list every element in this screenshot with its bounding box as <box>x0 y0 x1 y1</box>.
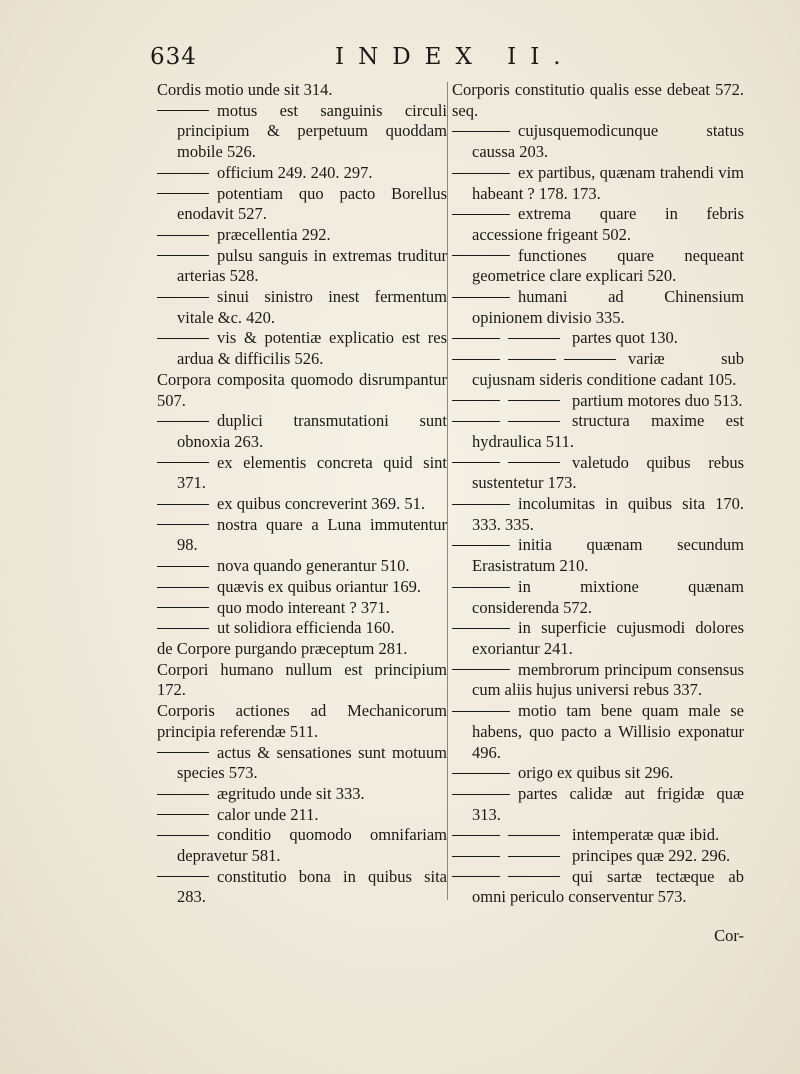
ditto-rule <box>452 297 510 298</box>
entry-text: quo modo intereant ? 371. <box>217 597 390 617</box>
index-subentry <box>157 598 447 619</box>
ditto-rule <box>157 255 209 256</box>
entry-text: partium motores duo 513. <box>572 390 743 410</box>
index-subentry <box>157 825 447 866</box>
ditto-rule <box>452 462 500 463</box>
entry-text: nova quando generantur 510. <box>217 556 410 576</box>
ditto-rule <box>452 856 500 857</box>
entry-text: initia quænam secundum Erasistratum 210. <box>472 535 744 576</box>
index-subentry <box>452 618 744 659</box>
entry-text: ex partibus, quænam trahendi vim habeant ? 178. 173. <box>472 162 744 203</box>
entry-text: variæ sub cujusnam sideris conditione cadant 105. <box>472 349 744 389</box>
index-subentry <box>452 349 744 390</box>
ditto-rule <box>157 628 209 629</box>
index-entry <box>157 370 447 411</box>
ditto-rule <box>452 338 500 339</box>
index-subentry <box>452 577 744 618</box>
ditto-rule <box>452 794 510 795</box>
ditto-rule <box>452 173 510 174</box>
entry-text: duplici transmutationi sunt obnoxia 263. <box>177 411 447 451</box>
index-subentry <box>157 411 447 452</box>
index-subentry <box>157 184 447 225</box>
ditto-rule <box>508 400 560 401</box>
entry-text: functiones quare nequeant geometrice clare explicari 520. <box>472 245 744 286</box>
entry-text: vis & potentiæ explicatio est res ardua & difficilis 526. <box>177 328 447 369</box>
ditto-rule <box>508 462 560 463</box>
entry-text: cujusquemodicunque status caussa 203. <box>472 121 744 162</box>
index-subentry <box>157 743 447 784</box>
entry-text: nostra quare a Luna immutentur 98. <box>177 514 447 555</box>
entry-text: principes quæ 292. 296. <box>572 846 731 866</box>
index-subentry <box>157 784 447 805</box>
ditto-rule <box>508 359 556 360</box>
entry-text: in superficie cujusmodi dolores exoriantur 241. <box>472 618 744 658</box>
ditto-rule <box>157 587 209 588</box>
ditto-rule <box>452 876 500 877</box>
index-subentry <box>452 494 744 535</box>
index-subentry <box>452 825 744 846</box>
entry-text: ægritudo unde sit 333. <box>217 783 365 803</box>
ditto-rule <box>157 297 209 298</box>
entry-text: quævis ex quibus oriantur 169. <box>217 576 421 596</box>
index-entry <box>157 660 447 701</box>
index-subentry <box>157 515 447 556</box>
ditto-rule <box>157 235 209 236</box>
ditto-rule <box>452 359 500 360</box>
entry-text: constitutio bona in quibus sita 283. <box>177 866 447 907</box>
index-subentry <box>452 121 744 162</box>
ditto-rule <box>508 338 560 339</box>
index-subentry <box>157 577 447 598</box>
index-entry <box>157 639 447 660</box>
index-subentry <box>157 494 447 515</box>
ditto-rule <box>452 587 510 588</box>
entry-text: qui sartæ tectæque ab omni periculo conserventur 573. <box>472 866 744 907</box>
entry-text: præcellentia 292. <box>217 224 331 244</box>
ditto-rule <box>452 773 510 774</box>
entry-text: structura maxime est hydraulica 511. <box>472 411 744 451</box>
right-column <box>452 80 744 908</box>
left-column <box>157 80 447 908</box>
ditto-rule <box>452 628 510 629</box>
ditto-rule <box>157 835 209 836</box>
ditto-rule <box>157 504 209 505</box>
entry-text: officium 249. 240. 297. <box>217 162 373 182</box>
ditto-rule <box>157 794 209 795</box>
entry-text: in mixtione quænam considerenda 572. <box>472 576 744 617</box>
ditto-rule <box>157 421 209 422</box>
index-subentry <box>452 163 744 204</box>
ditto-rule <box>452 504 510 505</box>
column-divider <box>447 82 448 900</box>
ditto-rule <box>157 876 209 877</box>
page-number: 634 <box>150 44 197 70</box>
ditto-rule <box>157 814 209 815</box>
ditto-rule <box>508 856 560 857</box>
index-subentry <box>157 453 447 494</box>
entry-text: actus & sensationes sunt motuum species 573. <box>177 742 447 783</box>
index-subentry <box>157 101 447 163</box>
index-subentry <box>157 556 447 577</box>
index-subentry <box>452 391 744 412</box>
ditto-rule <box>157 607 209 608</box>
running-head: INDEX II. <box>335 44 575 70</box>
index-entry <box>157 80 447 101</box>
ditto-rule <box>452 421 500 422</box>
page-header <box>150 44 750 80</box>
index-subentry <box>452 411 744 452</box>
entry-text: partes calidæ aut frigidæ quæ 313. <box>472 783 744 824</box>
ditto-rule <box>508 876 560 877</box>
index-subentry <box>452 246 744 287</box>
index-subentry <box>157 163 447 184</box>
index-subentry <box>452 763 744 784</box>
index-subentry <box>157 328 447 369</box>
index-subentry <box>452 867 744 908</box>
catchword: Cor- <box>714 926 744 945</box>
index-subentry <box>157 246 447 287</box>
ditto-rule <box>452 131 510 132</box>
entry-text: humani ad Chinensium opinionem divisio 335. <box>472 287 744 327</box>
ditto-rule <box>452 214 510 215</box>
entry-text: origo ex quibus sit 296. <box>518 763 674 783</box>
index-subentry <box>452 535 744 576</box>
entry-text: valetudo quibus rebus sustentetur 173. <box>472 452 744 493</box>
entry-text: Corporis actiones ad Mechanicorum principia referendæ 511. <box>157 701 447 741</box>
ditto-rule <box>157 752 209 753</box>
ditto-rule <box>452 669 510 670</box>
index-subentry <box>157 225 447 246</box>
entry-text: calor unde 211. <box>217 804 319 824</box>
entry-text: ex quibus concreverint 369. 51. <box>217 494 426 514</box>
ditto-rule <box>452 545 510 546</box>
ditto-rule <box>452 400 500 401</box>
ditto-rule <box>157 338 209 339</box>
ditto-rule <box>452 711 510 712</box>
ditto-rule <box>157 462 209 463</box>
index-subentry <box>452 660 744 701</box>
index-subentry <box>452 453 744 494</box>
entry-text: ex elementis concreta quid sint 371. <box>177 452 447 493</box>
index-subentry <box>452 784 744 825</box>
entry-text: extrema quare in febris accessione frigeant 502. <box>472 204 744 244</box>
entry-text: motio tam bene quam male se habens, quo pacto a Willisio exponatur 496. <box>472 701 744 762</box>
index-subentry <box>452 204 744 245</box>
entry-text: Corpora composita quomodo disrumpantur 507. <box>157 369 447 410</box>
ditto-rule <box>157 524 209 525</box>
ditto-rule <box>157 110 209 111</box>
index-subentry <box>157 867 447 908</box>
ditto-rule <box>157 193 209 194</box>
entry-text: Corpori humano nullum est principium 172. <box>157 659 447 700</box>
ditto-rule <box>452 835 500 836</box>
entry-text: de Corpore purgando præceptum 281. <box>157 638 408 658</box>
ditto-rule <box>564 359 616 360</box>
ditto-rule <box>157 566 209 567</box>
index-subentry <box>452 328 744 349</box>
index-subentry <box>157 287 447 328</box>
index-entry <box>452 80 744 121</box>
entry-text: Corporis constitutio qualis esse debeat 572. seq. <box>452 80 744 120</box>
ditto-rule <box>452 255 510 256</box>
ditto-rule <box>508 421 560 422</box>
entry-text: ut solidiora efficienda 160. <box>217 618 395 638</box>
entry-text: incolumitas in quibus sita 170. 333. 335. <box>472 494 744 534</box>
index-subentry <box>157 805 447 826</box>
entry-text: partes quot 130. <box>572 328 678 348</box>
entry-text: intemperatæ quæ ibid. <box>572 825 720 845</box>
index-subentry <box>452 701 744 763</box>
entry-text: Cordis motio unde sit 314. <box>157 80 333 99</box>
entry-text: potentiam quo pacto Borellus enodavit 527. <box>177 183 447 224</box>
index-subentry <box>452 846 744 867</box>
index-subentry <box>452 287 744 328</box>
entry-text: membrorum principum consensus cum aliis hujus universi rebus 337. <box>472 659 744 700</box>
index-subentry <box>157 618 447 639</box>
ditto-rule <box>508 835 560 836</box>
entry-text: pulsu sanguis in extremas truditur arterias 528. <box>177 245 447 286</box>
entry-text: motus est sanguinis circuli principium & perpetuum quoddam mobile 526. <box>177 100 447 162</box>
entry-text: conditio quomodo omnifariam depravetur 581. <box>177 825 447 866</box>
entry-text: sinui sinistro inest fermentum vitale &c. 420. <box>177 287 447 327</box>
index-entry <box>157 701 447 742</box>
ditto-rule <box>157 173 209 174</box>
